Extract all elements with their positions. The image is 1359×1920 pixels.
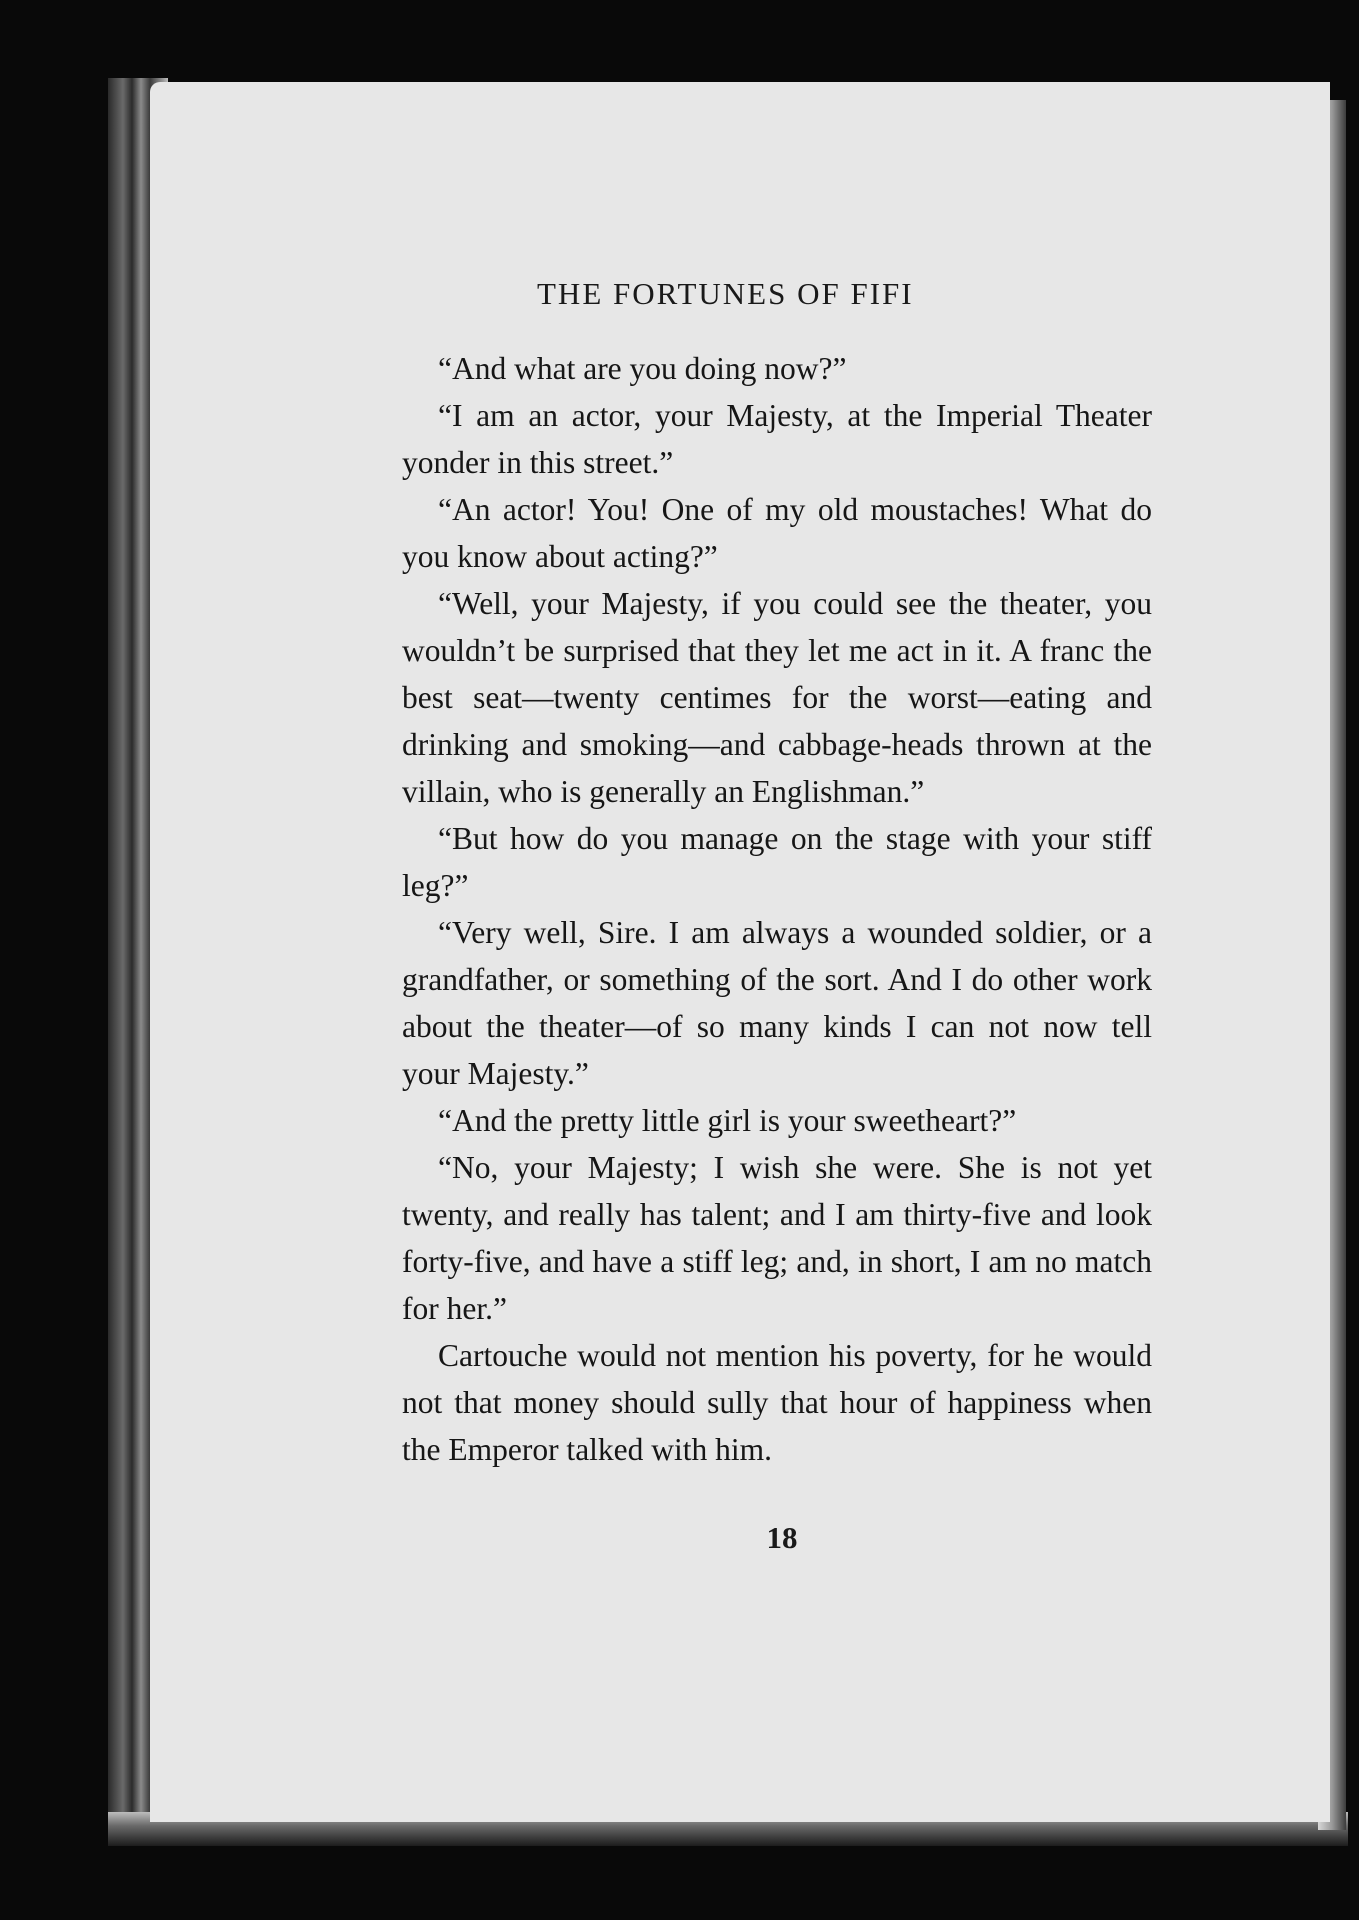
paragraph: Cartouche would not mention his poverty, for he would not that money should sully that hour of happiness when the Emperor talked with him. xyxy=(402,1338,1152,1467)
paragraph: “And the pretty little girl is your sweetheart?” xyxy=(438,1103,1017,1138)
paragraph: “An actor! You! One of my old moustaches! What do you know about acting?” xyxy=(402,492,1152,574)
paragraph: “I am an actor, your Majesty, at the Imperial Theater yonder in this street.” xyxy=(402,398,1152,480)
body-text xyxy=(402,345,1152,1473)
paragraph: “But how do you manage on the stage with your stiff leg?” xyxy=(402,821,1152,903)
paragraph: “No, your Majesty; I wish she were. She is not yet twenty, and really has talent; and I am thirty-five and look forty-five, and have a stiff leg; and, in short, I am no match for her.” xyxy=(402,1150,1152,1326)
running-header: THE FORTUNES OF FIFI xyxy=(537,276,914,311)
paragraph: “Very well, Sire. I am always a wounded soldier, or a grandfather, or something of the sort. And I do other work about the theater—of so many kinds I can not now tell your Majesty.” xyxy=(402,915,1152,1091)
paragraph: “Well, your Majesty, if you could see the theater, you wouldn’t be surprised that they let me act in it. A franc the best seat—twenty centimes for the worst—eating and drinking and smoking—and cabbage-heads thrown at the villain, who is generally an Englishman.” xyxy=(402,586,1152,809)
page-number: 18 xyxy=(766,1520,798,1555)
paragraph: “And what are you doing now?” xyxy=(438,351,847,386)
